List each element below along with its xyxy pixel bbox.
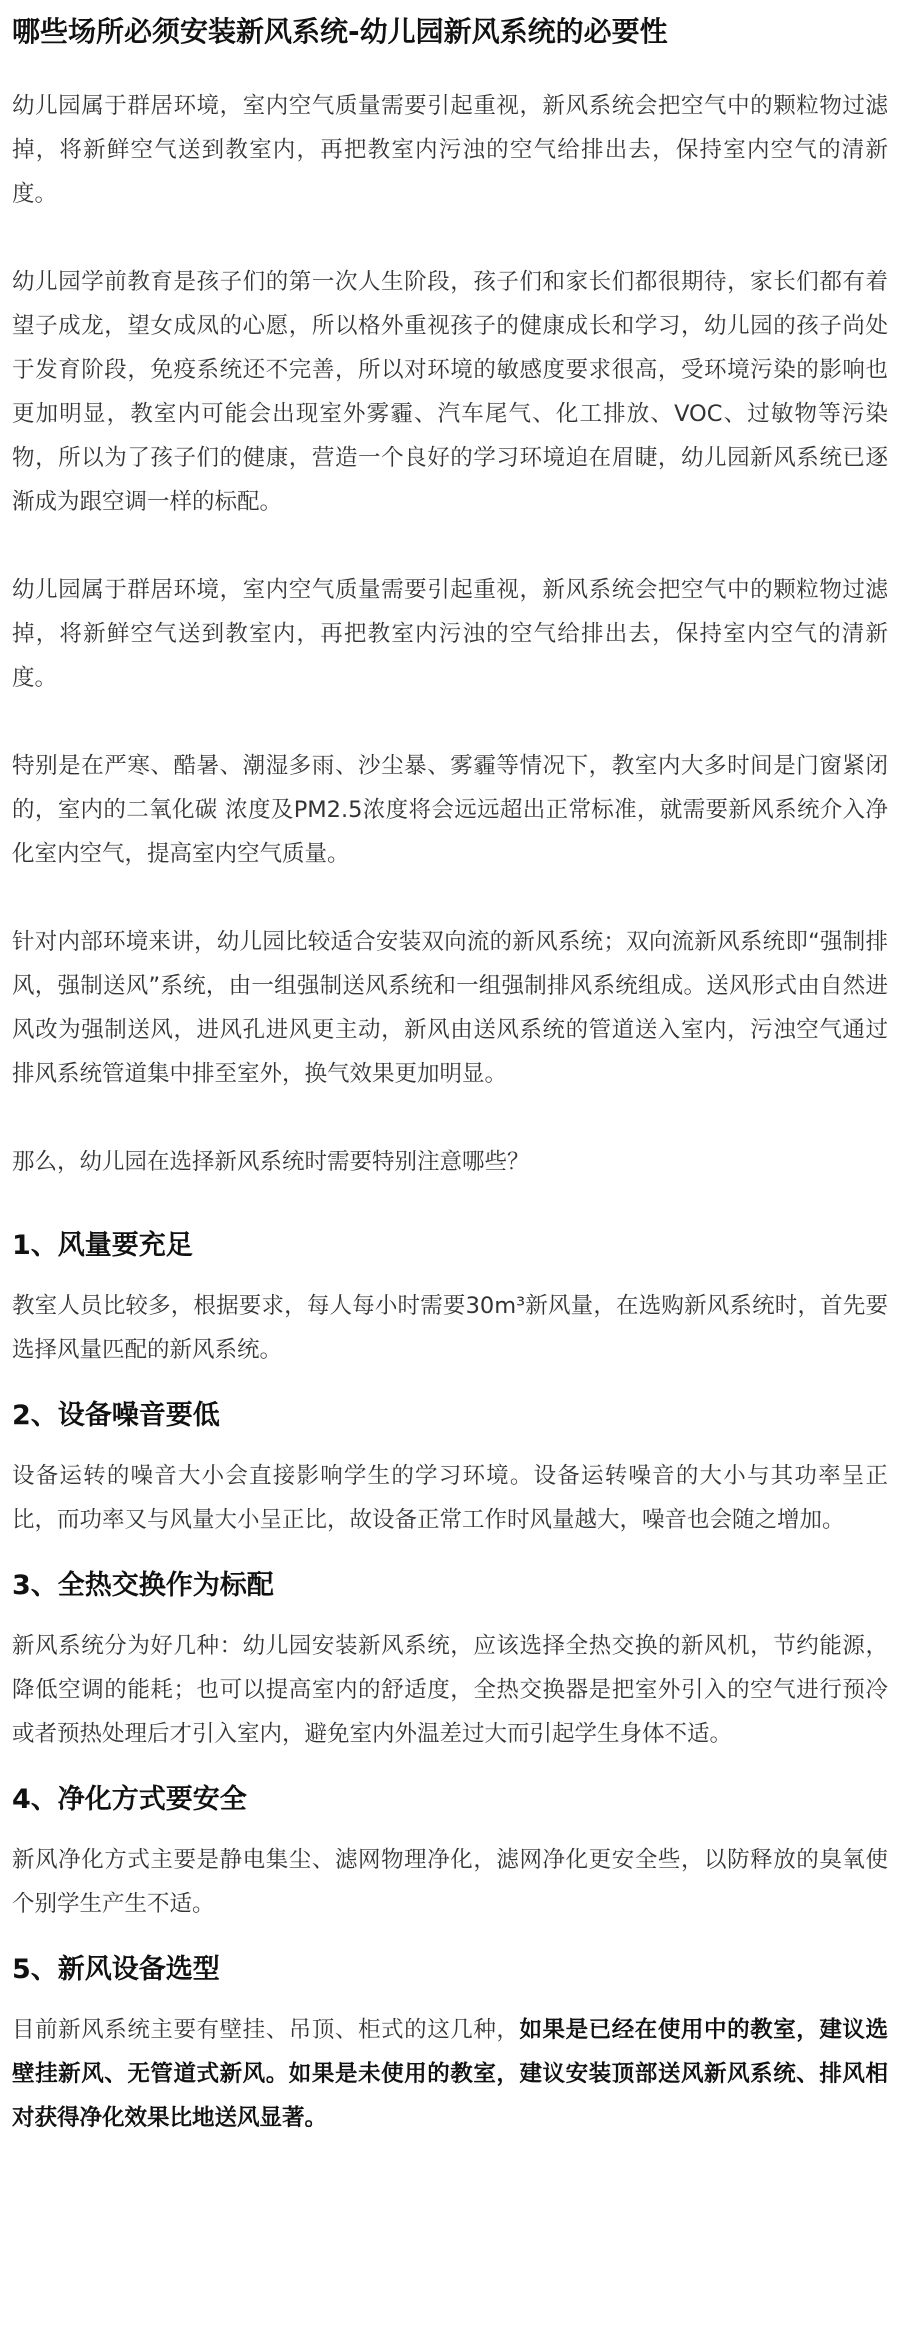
section-text-5-bold: 如果是已经在使用中的教室，建议选壁挂新风、无管道式新风。如果是未使用的教室，建议安装顶部送风新风系统、排风相对获得净化效果比地送风显著。	[12, 2017, 888, 2131]
section-text-1: 教室人员比较多，根据要求，每人每小时需要30m³新风量，在选购新风系统时，首先要选择风量匹配的新风系统。	[12, 1293, 888, 1363]
paragraph-3: 幼儿园属于群居环境，室内空气质量需要引起重视，新风系统会把空气中的颗粒物过滤掉，将新鲜空气送到教室内，再把教室内污浊的空气给排出去，保持室内空气的清新度。	[12, 577, 888, 691]
section-text-5	[12, 2008, 888, 2140]
section-text-5-regular: 目前新风系统主要有壁挂、吊顶、柜式的这几种，	[12, 2017, 520, 2043]
paragraph-2: 幼儿园学前教育是孩子们的第一次人生阶段，孩子们和家长们都很期待，家长们都有着望子成龙，望女成凤的心愿，所以格外重视孩子的健康成长和学习，幼儿园的孩子尚处于发育阶段，免疫系统还不完善，所以对环境的敏感度要求很高，受环境污染的影响也更加明显，教室内可能会出现室外雾霾、汽车尾气、化工排放、VOC、过敏物等污染物，所以为了孩子们的健康，营造一个良好的学习环境迫在眉睫，幼儿园新风系统已逐渐成为跟空调一样的标配。	[12, 269, 888, 515]
paragraph-5: 针对内部环境来讲，幼儿园比较适合安装双向流的新风系统；双向流新风系统即“强制排风，强制送风”系统，由一组强制送风系统和一组强制排风系统组成。送风形式由自然进风改为强制送风，进风孔进风更主动，新风由送风系统的管道送入室内，污浊空气通过排风系统管道集中排至室外，换气效果更加明显。	[12, 929, 888, 1087]
section-heading-1: 1、风量要充足	[12, 1230, 193, 1261]
paragraph-4: 特别是在严寒、酷暑、潮湿多雨、沙尘暴、雾霾等情况下，教室内大多时间是门窗紧闭的，室内的二氧化碳 浓度及PM2.5浓度将会远远超出正常标准，就需要新风系统介入净化室内空气，提高室内空气质量。	[12, 753, 888, 867]
section-heading-3: 3、全热交换作为标配	[12, 1570, 274, 1601]
section-heading-4: 4、净化方式要安全	[12, 1784, 247, 1815]
section-heading-2: 2、设备噪音要低	[12, 1400, 220, 1431]
section-heading-5: 5、新风设备选型	[12, 1954, 220, 1985]
section-text-4: 新风净化方式主要是静电集尘、滤网物理净化，滤网净化更安全些，以防释放的臭氧使个别学生产生不适。	[12, 1847, 888, 1917]
section-text-3: 新风系统分为好几种：幼儿园安装新风系统，应该选择全热交换的新风机，节约能源，降低空调的能耗；也可以提高室内的舒适度，全热交换器是把室外引入的空气进行预冷或者预热处理后才引入室内，避免室内外温差过大而引起学生身体不适。	[12, 1633, 888, 1747]
paragraph-6: 那么，幼儿园在选择新风系统时需要特别注意哪些？	[12, 1149, 530, 1175]
article-title: 哪些场所必须安装新风系统-幼儿园新风系统的必要性	[12, 15, 668, 48]
section-text-2: 设备运转的噪音大小会直接影响学生的学习环境。设备运转噪音的大小与其功率呈正比，而功率又与风量大小呈正比，故设备正常工作时风量越大，噪音也会随之增加。	[12, 1463, 888, 1533]
paragraph-1: 幼儿园属于群居环境，室内空气质量需要引起重视，新风系统会把空气中的颗粒物过滤掉，将新鲜空气送到教室内，再把教室内污浊的空气给排出去，保持室内空气的清新度。	[12, 93, 888, 207]
